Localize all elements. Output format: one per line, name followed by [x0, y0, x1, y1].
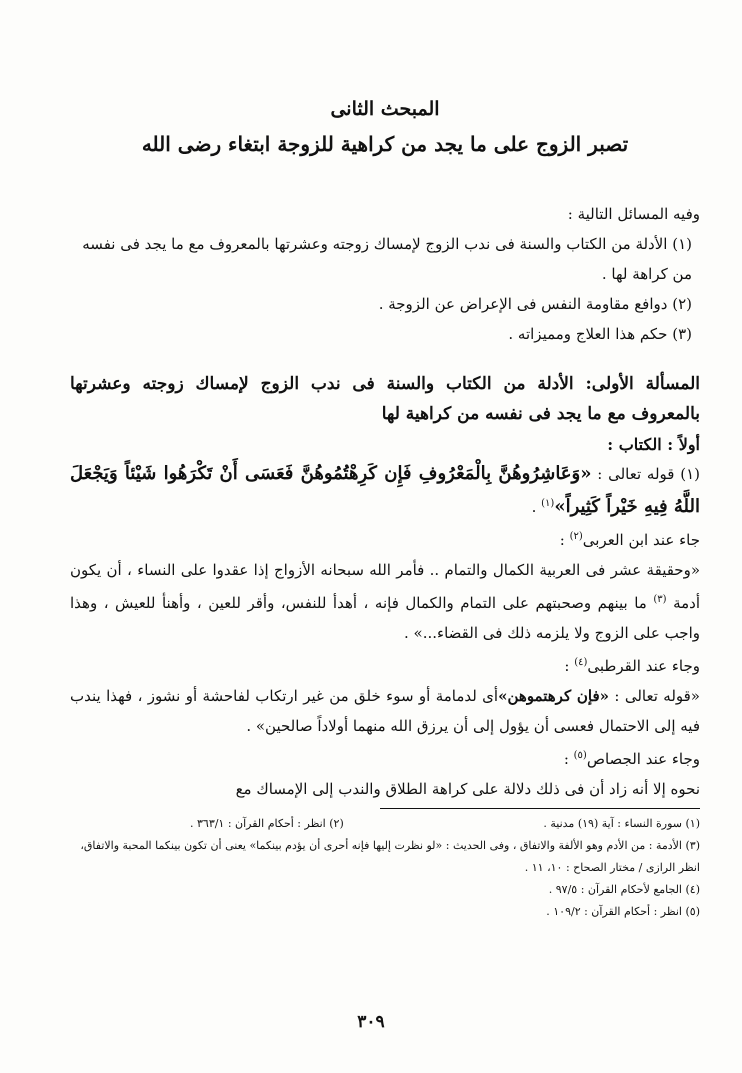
ibn-arabi-quote: «وحقيقة عشر فى العربية الكمال والتمام .. فأمر الله سبحانه الأزواج إذا عقدوا على النساء ، أن يكون أدمة $^{(٣)}$ ما بينهم وصحبتهم على التمام والكمال فإنه ، أهدأ للنفس، وأقر للعين ، وأهنأ للعيش ، وهذا واجب على الزوج ولا يلزمه ذلك فى القضاء...» .: [70, 561, 700, 642]
jassas-quote: نحوه إلا أنه زاد أن فى ذلك دلالة على كراهة الطلاق والندب إلى الإمساك مع: [235, 780, 700, 798]
quran-verse: «وَعَاشِرُوهُنَّ بِالْمَعْرُوفِ فَإِن كَرِهْتُمُوهُنَّ فَعَسَى أَنْ تَكْرَهُوا شَيْئاً وَيَجْعَلَ اللَّهُ فِيهِ خَيْراً كَثِيراً»: [70, 463, 700, 517]
document-page: [70, 95, 700, 923]
footnote-1: (١) سورة النساء : آية (١٩) مدنية .: [543, 817, 700, 830]
footnote-separator: [380, 808, 700, 809]
footnote-3: (٣) الأدمة : من الأدم وهو الألفة والاتفاق ، وفى الحديث : «لو نظرت إليها فإنه أحرى أن يؤدم بينكما» يعنى أن تكون بينكما المحبة والاتفاق، انظر الرازى / مختار الصحاح : ١٠، ١١ .: [80, 839, 700, 874]
footnote-ref: (١): [541, 498, 555, 509]
ibn-arabi-intro: جاء عند ابن العربى$^{(٢)}$ :: [559, 531, 700, 549]
footnote-ref: (٤): [574, 657, 588, 668]
issue-item: (١) الأدلة من الكتاب والسنة فى ندب الزوج لإمساك زوجته وعشرتها بالمعروف مع ما يجد فى نفسه من كراهة لها .: [82, 235, 692, 283]
footnote-ref: (٢): [569, 531, 583, 542]
verse-paragraph: (١) قوله تعالى : «وَعَاشِرُوهُنَّ بِالْمَعْرُوفِ فَإِن كَرِهْتُمُوهُنَّ فَعَسَى أَنْ تَكْرَهُوا شَيْئاً وَيَجْعَلَ اللَّهُ فِيهِ خَيْراً كَثِيراً»$^{(١)}$ .: [70, 463, 700, 517]
page-number: ٣٠٩: [357, 1012, 385, 1032]
footnote-2: (٢) انظر : أحكام القرآن : ٣٦٣/١ .: [190, 817, 344, 830]
first-heading: أولاً : الكتاب :: [607, 435, 700, 454]
issue-item: (٢) دوافع مقاومة النفس فى الإعراض عن الزوجة .: [378, 295, 692, 313]
quoted-verse: «فإن كرهتموهن»: [498, 687, 610, 705]
jassas-intro: وجاء عند الجصاص$^{(٥)}$ :: [563, 750, 700, 768]
chapter-heading: المبحث الثانى: [330, 98, 440, 120]
issue-item: (٣) حكم هذا العلاج ومميزاته .: [508, 325, 692, 343]
footnote-row: [70, 813, 700, 835]
footnote-4: (٤) الجامع لأحكام القرآن : ٩٧/٥ .: [548, 883, 700, 896]
verse-intro: (١) قوله تعالى :: [597, 465, 700, 483]
footnote-5: (٥) انظر : أحكام القرآن : ١٠٩/٢ .: [546, 905, 700, 918]
intro-text: وفيه المسائل التالية :: [567, 205, 700, 223]
footnote-ref: (٥): [573, 750, 587, 761]
qurtubi-intro: وجاء عند القرطبى$^{(٤)}$ :: [564, 657, 700, 675]
section-title: تصبر الزوج على ما يجد من كراهية للزوجة ابتغاء رضى الله: [141, 132, 629, 156]
footnote-ref: (٣): [653, 594, 667, 605]
qurtubi-quote: «قوله تعالى : «فإن كرهتموهن»أى لدمامة أو سوء خلق من غير ارتكاب لفاحشة أو نشوز ، فهذا يندب فيه إلى الاحتمال فعسى أن يؤول إلى أن يرزق الله منهما أولاداً صالحين» .: [70, 687, 700, 735]
issue1-heading: المسألة الأولى: الأدلة من الكتاب والسنة فى ندب الزوج لإمساك زوجته وعشرتها بالمعروف مع ما يجد فى نفسه من كراهية لها: [70, 374, 700, 424]
